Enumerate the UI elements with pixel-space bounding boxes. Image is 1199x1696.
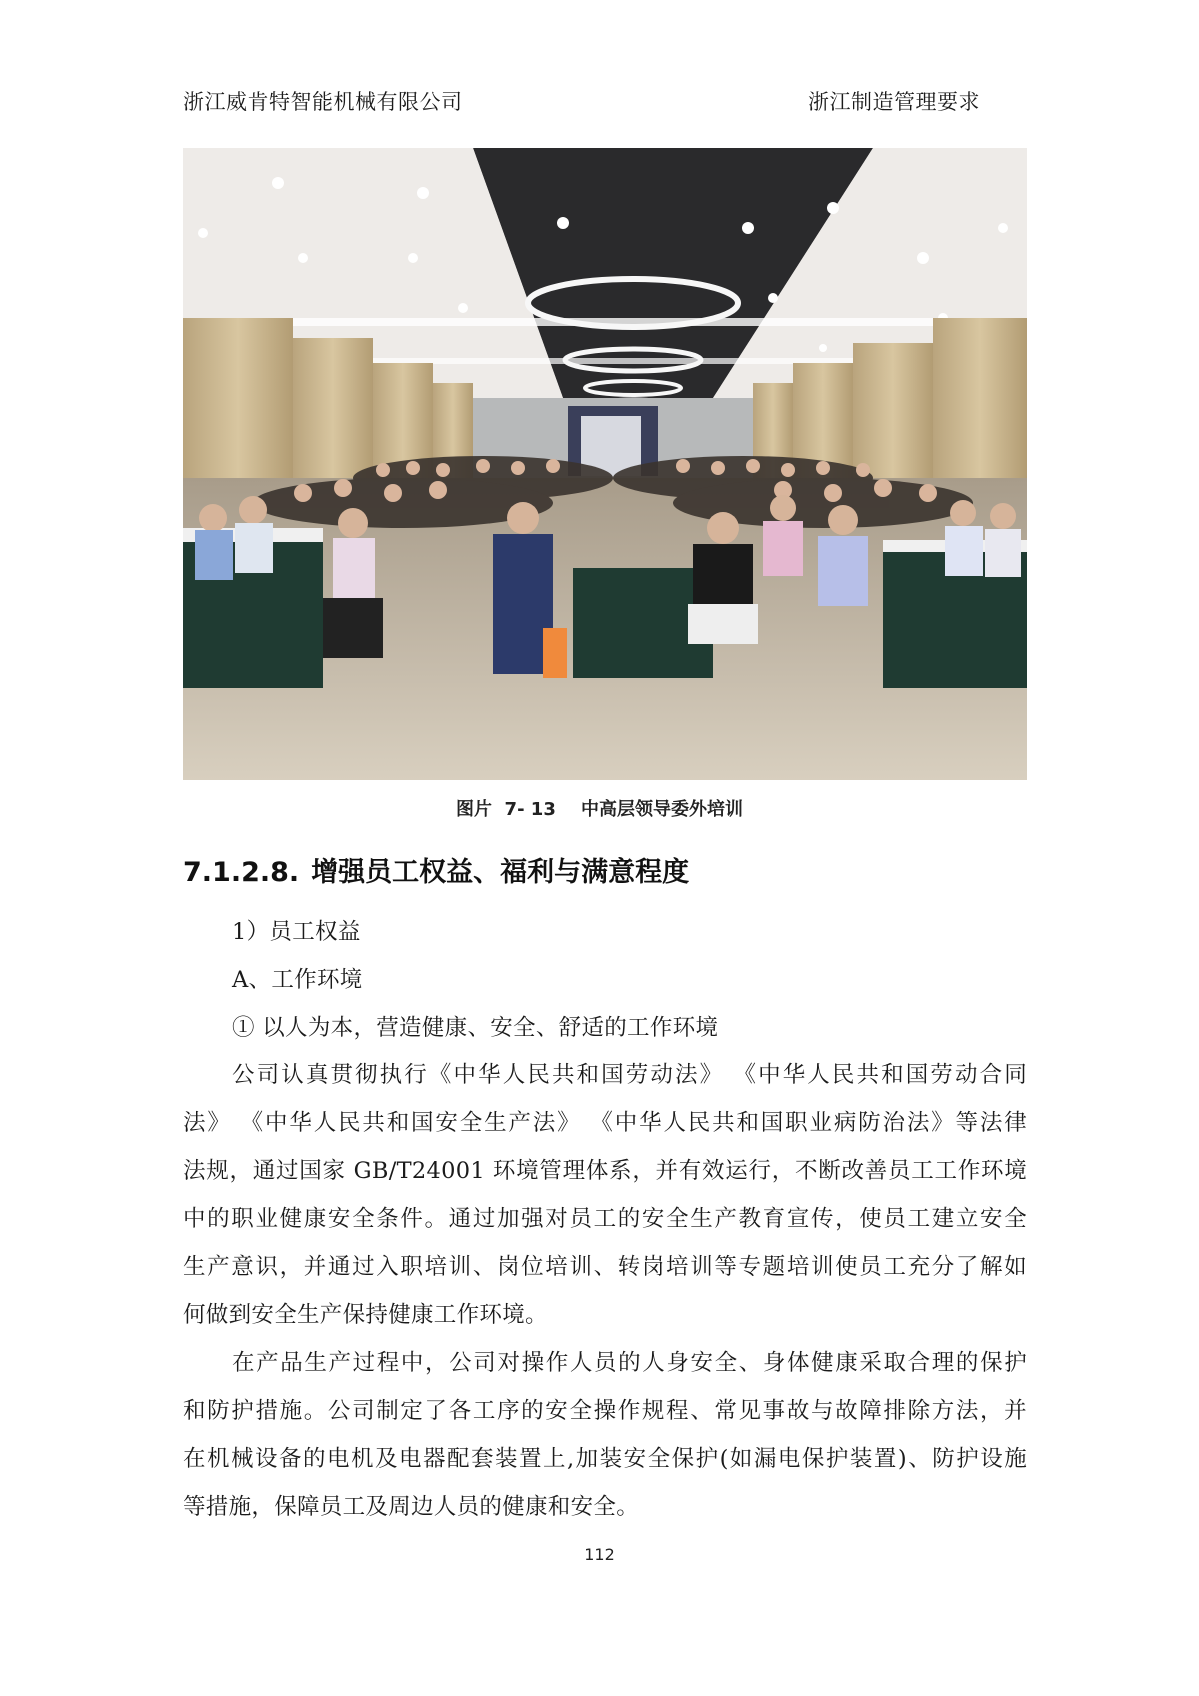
paragraph1-line: 法规，通过国家 GB/T24001 环境管理体系，并有效运行，不断改善员工工作环境 [183,1158,1027,1184]
list-item-1: 1）员工权益 [232,919,361,945]
list-item-a: A、工作环境 [232,967,363,993]
paragraph2-line: 在机械设备的电机及电器配套装置上,加装安全保护(如漏电保护装置)、防护设施 [183,1446,1027,1472]
page-number: 112 [584,1545,615,1564]
paragraph1-line: 法》 《中华人民共和国安全生产法》 《中华人民共和国职业病防治法》等法律 [183,1110,1027,1136]
paragraph2-line: 在产品生产过程中，公司对操作人员的人身安全、身体健康采取合理的保护 [232,1350,1027,1376]
header-company: 浙江威肯特智能机械有限公司 [183,90,463,114]
paragraph2-line: 等措施，保障员工及周边人员的健康和安全。 [183,1494,640,1520]
figure-title: 中高层领导委外培训 [580,799,743,820]
paragraph2-line: 和防护措施。公司制定了各工序的安全操作规程、常见事故与故障排除方法，并 [183,1398,1027,1424]
paragraph1-line: 中的职业健康安全条件。通过加强对员工的安全生产教育宣传，使员工建立安全 [183,1206,1027,1232]
paragraph1-line: 公司认真贯彻执行《中华人民共和国劳动法》 《中华人民共和国劳动合同 [232,1062,1027,1088]
section-heading [183,850,689,889]
figure-label: 图片 7- 13 [456,799,556,820]
paragraph1-line: 生产意识，并通过入职培训、岗位培训、转岗培训等专题培训使员工充分了解如 [183,1254,1027,1280]
header-doc-title: 浙江制造管理要求 [808,90,980,114]
figure-caption [0,795,1199,821]
training-photo [183,148,1027,780]
paragraph1-line: 何做到安全生产保持健康工作环境。 [183,1302,548,1328]
section-title: 增强员工权益、福利与满意程度 [311,857,690,888]
list-item-circle-1: ① 以人为本，营造健康、安全、舒适的工作环境 [232,1015,719,1041]
section-number: 7.1.2.8. [183,857,300,888]
